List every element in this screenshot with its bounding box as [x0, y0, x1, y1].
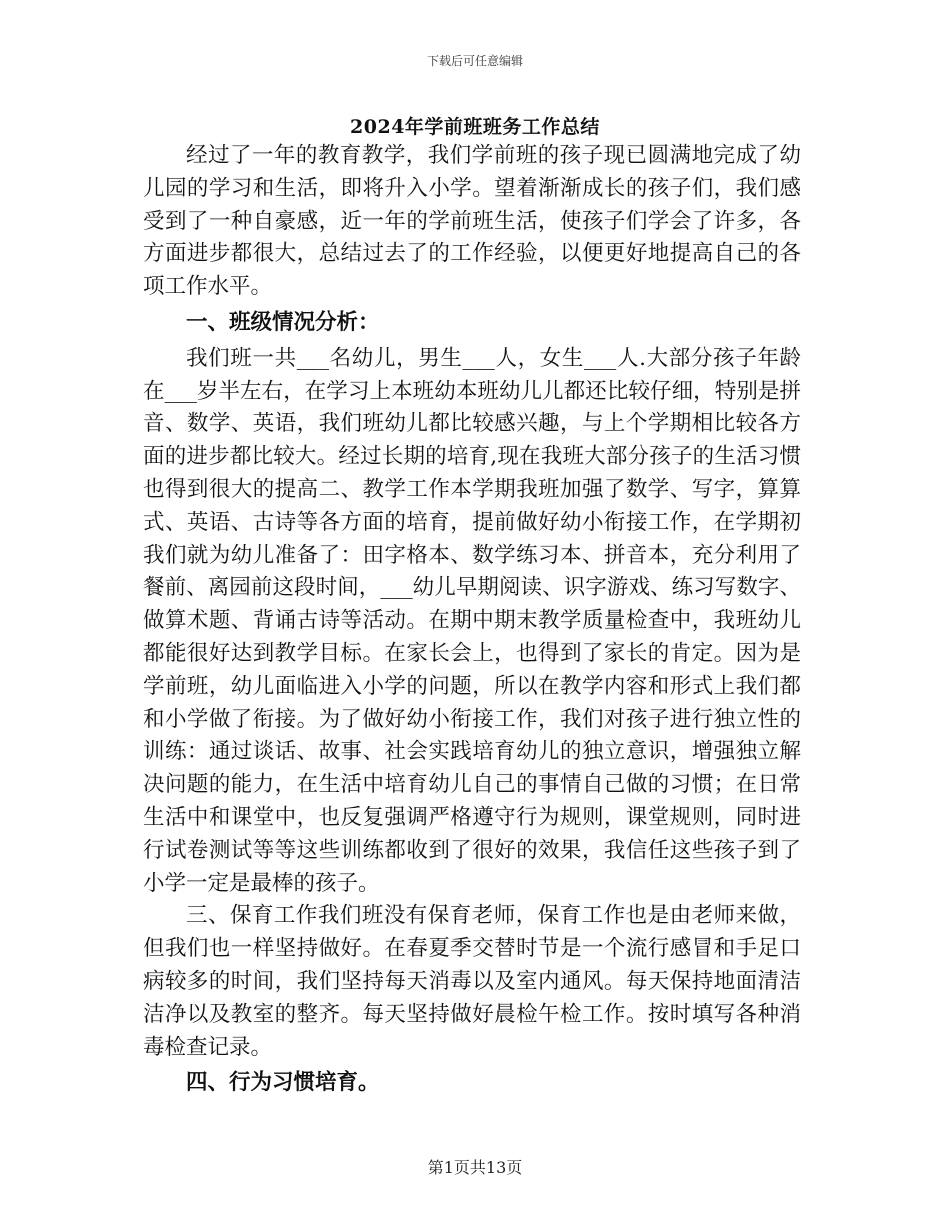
header-note: 下载后可任意编辑 — [426, 54, 523, 68]
document-body — [143, 140, 801, 1103]
section-heading-class-analysis: 一、班级情况分析： — [186, 309, 380, 335]
class-analysis-paragraph: 我们班一共___名幼儿，男生___人，女生___人.大部分孩子年龄在___岁半左右，在学习上本班幼本班幼儿儿都还比较仔细，特别是拼音、数学、英语，我们班幼儿都比较感兴趣，与上个学期相比较各方面的进步都比较大。经过长期的培育,现在我班大部分孩子的生活习惯也得到很大的提高二、教学工作本学期我班加强了数学、写字，算算式、英语、古诗等各方面的培育，提前做好幼小衔接工作，在学期初我们就为幼儿准备了：田字格本、数学练习本、拼音本，充分利用了餐前、离园前这段时间，___幼儿早期阅读、识字游戏、练习写数字、做算术题、背诵古诗等活动。在期中期末教学质量检查中，我班幼儿都能很好达到教学目标。在家长会上，也得到了家长的肯定。因为是学前班，幼儿面临进入小学的问题，所以在教学内容和形式上我们都和小学做了衔接。为了做好幼小衔接工作，我们对孩子进行独立性的训练：通过谈话、故事、社会实践培育幼儿的独立意识，增强独立解决问题的能力，在生活中培育幼儿自己的事情自己做的习惯；在日常生活中和课堂中，也反复强调严格遵守行为规则，课堂规则，同时进行试卷测试等等这些训练都收到了很好的效果，我信任这些孩子到了小学一定是最棒的孩子。 — [143, 345, 801, 896]
page-footer: 第1页共13页 — [427, 1158, 523, 1177]
intro-paragraph: 经过了一年的教育教学，我们学前班的孩子现已圆满地完成了幼儿园的学习和生活，即将升入小学。望着渐渐成长的孩子们，我们感受到了一种自豪感，近一年的学前班生活，使孩子们学会了许多，各方面进步都很大，总结过去了的工作经验，以便更好地提高自己的各项工作水平。 — [143, 143, 801, 300]
care-work-paragraph: 三、保育工作我们班没有保育老师，保育工作也是由老师来做，但我们也一样坚持做好。在春夏季交替时节是一个流行感冒和手足口病较多的时间，我们坚持每天消毒以及室内通风。每天保持地面清洁洁净以及教室的整齐。每天坚持做好晨检午检工作。按时填写各种消毒检查记录。 — [143, 903, 801, 1060]
section-heading-behavior-habits: 四、行为习惯培育。 — [186, 1070, 380, 1096]
document-title: 2024年学前班班务工作总结 — [350, 116, 600, 138]
